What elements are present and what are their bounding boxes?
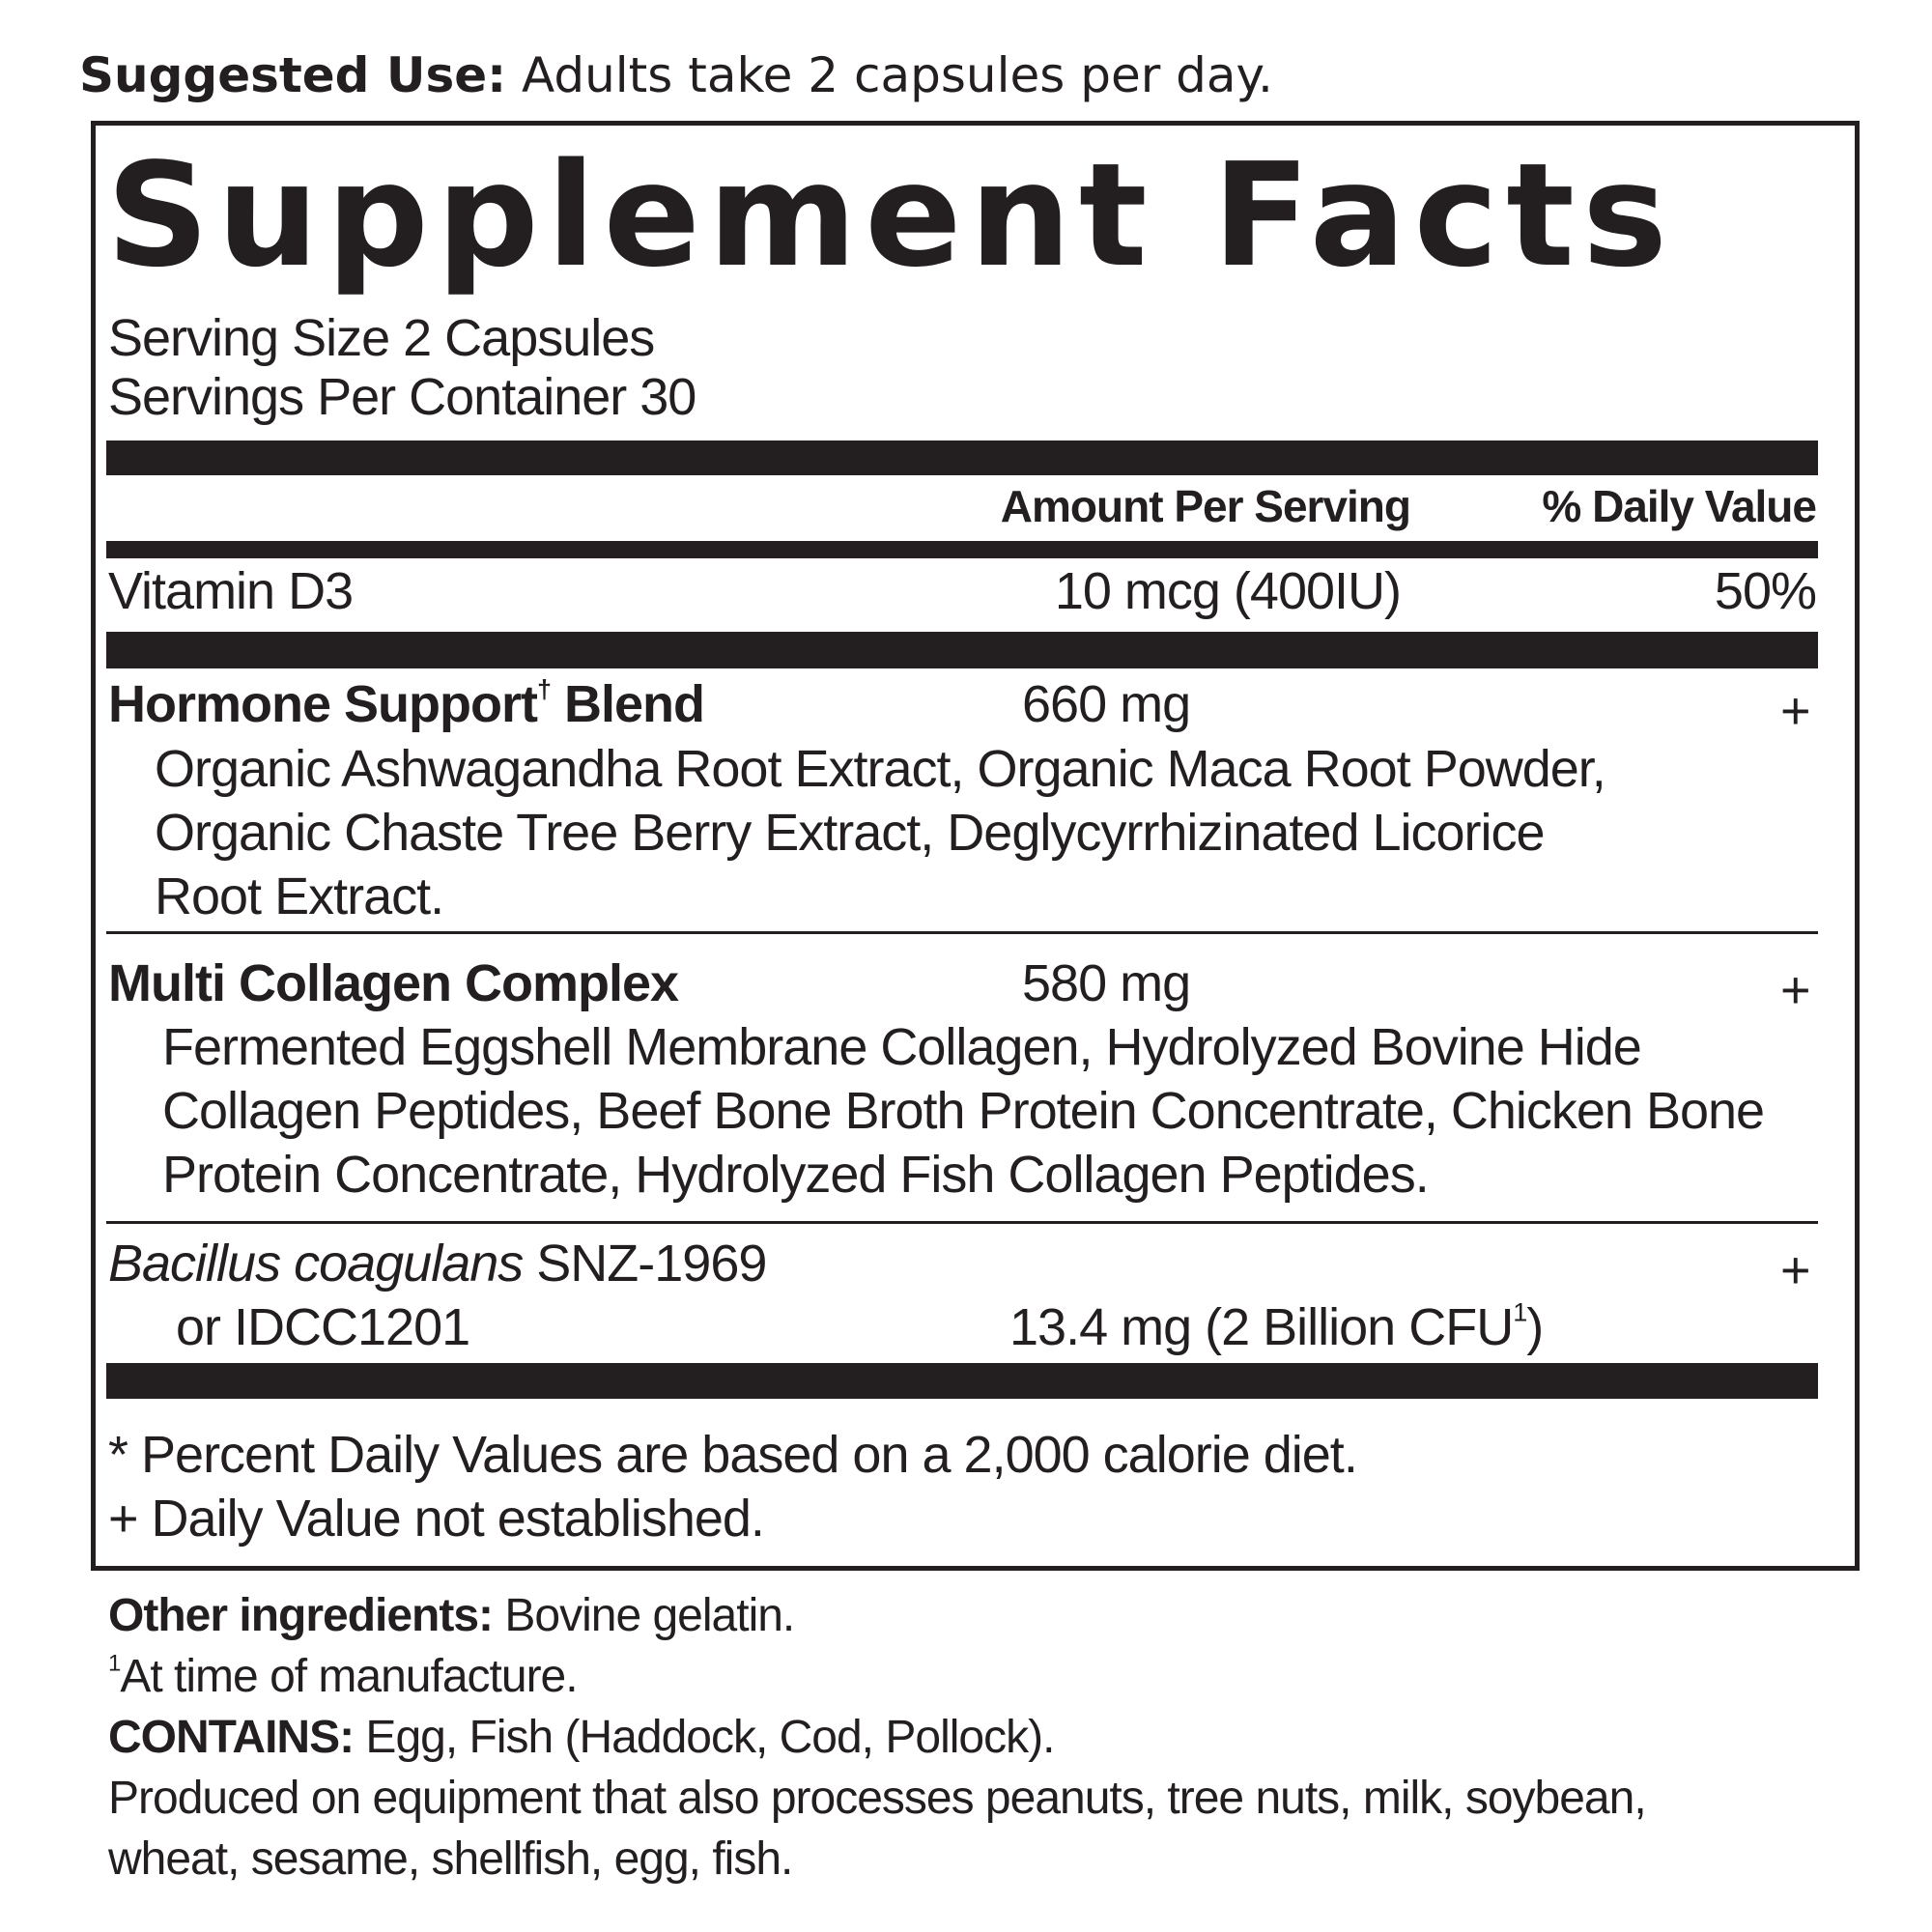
collagen-complex-amount: 580 mg [1022,954,1191,1012]
equipment-statement-line: Produced on equipment that also processes peanuts, tree nuts, milk, soybean, [108,1773,1646,1824]
footnote-marker: 1 [108,1650,121,1677]
collagen-ingredient-line: Protein Concentrate, Hydrolyzed Fish Collagen Peptides. [162,1146,1429,1204]
hormone-ingredient-line: Organic Ashwagandha Root Extract, Organic Maca Root Powder, [155,740,1605,798]
contains-statement [108,1710,1054,1766]
hormone-ingredient-line: Root Extract. [155,867,444,925]
thin-divider [106,1221,1818,1224]
hormone-blend-name-main: Hormone Support [108,675,537,733]
hormone-blend-name [108,673,704,735]
footnote-daily-values: * Percent Daily Values are based on a 2,000 calorie diet. [108,1426,1357,1484]
thin-divider [106,931,1818,934]
dagger-mark: † [536,674,552,704]
medium-divider [106,541,1818,558]
collagen-complex-dv: + [1780,961,1810,1019]
suggested-use-label: Suggested Use: [79,47,507,103]
bacillus-strain: SNZ-1969 [523,1235,767,1293]
thick-divider-after-d3 [106,632,1818,668]
servings-per-container: Servings Per Container 30 [108,368,696,426]
suggested-use-text: Adults take 2 capsules per day. [506,47,1273,103]
bacillus-amount-close: ) [1526,1298,1544,1356]
collagen-ingredient-line: Collagen Peptides, Beef Bone Broth Protein Concentrate, Chicken Bone [162,1082,1765,1140]
collagen-ingredient-line: Fermented Eggshell Membrane Collagen, Hydrolyzed Bovine Hide [162,1018,1641,1076]
vitamin-d3-name: Vitamin D3 [108,562,354,620]
hormone-blend-dv: + [1780,682,1810,740]
vitamin-d3-amount: 10 mcg (400IU) [1054,562,1401,620]
contains-text: Egg, Fish (Haddock, Cod, Pollock). [354,1712,1055,1763]
collagen-complex-name: Multi Collagen Complex [108,954,679,1012]
thick-divider-bottom [106,1363,1818,1399]
header-amount-per-serving: Amount Per Serving [1000,481,1410,531]
contains-label: CONTAINS: [108,1712,355,1763]
footnote-not-established: + Daily Value not established. [108,1490,764,1548]
bacillus-name [108,1233,766,1294]
bacillus-dv: + [1780,1241,1810,1299]
hormone-blend-amount: 660 mg [1022,675,1191,733]
bacillus-amount [1009,1296,1543,1358]
manufacture-text: At time of manufacture. [120,1651,578,1702]
other-ingredients [108,1588,794,1644]
serving-size: Serving Size 2 Capsules [108,309,655,367]
hormone-ingredient-line: Organic Chaste Tree Berry Extract, Deglycyrrhizinated Licorice [155,804,1545,862]
footnote-marker: 1 [1513,1297,1527,1327]
header-daily-value: % Daily Value [1542,481,1816,531]
bacillus-species: Bacillus coagulans [108,1235,524,1293]
other-ingredients-text: Bovine gelatin. [493,1590,795,1641]
panel-title: Supplement Facts [106,132,1676,298]
manufacture-note [108,1649,578,1705]
hormone-blend-name-suffix: Blend [551,675,705,733]
thick-divider-top [106,440,1818,475]
equipment-statement-line: wheat, sesame, shellfish, egg, fish. [108,1833,793,1885]
other-ingredients-label: Other ingredients: [108,1590,494,1641]
suggested-use [79,46,1273,104]
vitamin-d3-dv: 50% [1714,562,1816,620]
bacillus-amount-value: 13.4 mg (2 Billion CFU [1009,1298,1514,1356]
bacillus-strain-alt: or IDCC1201 [176,1298,470,1356]
